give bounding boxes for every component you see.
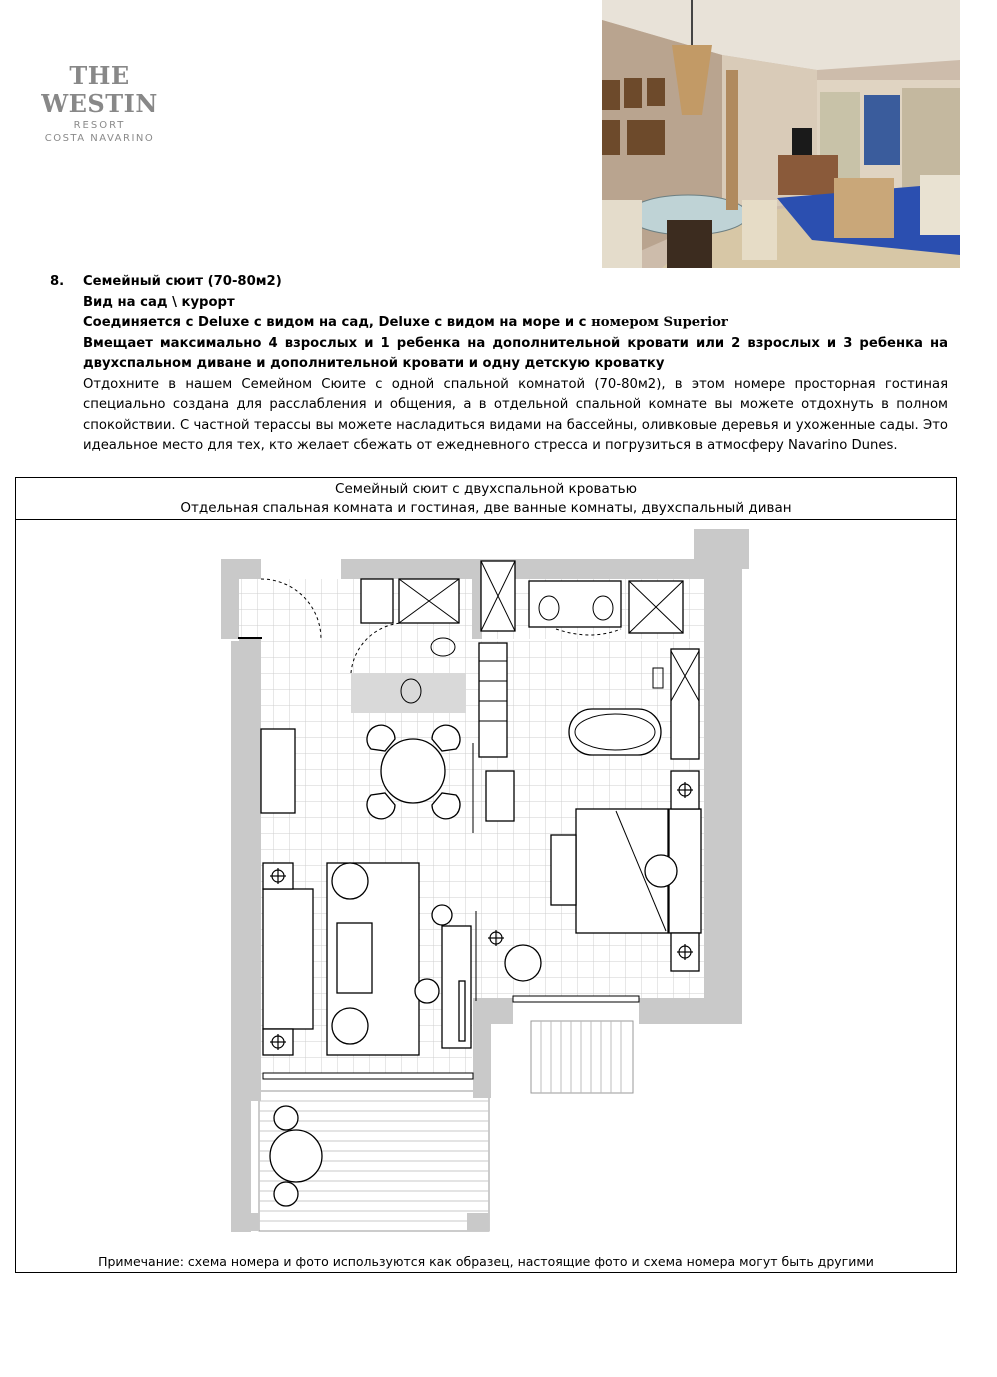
suite-view: Вид на сад \ курорт bbox=[83, 294, 235, 310]
suite-capacity: Вмещает максимально 4 взрослых и 1 ребенка на дополнительной кровати или 2 взрослых и 3 ребенка на двухспальном диване и дополнительной кровати и одну детскую кроватку bbox=[83, 335, 948, 371]
floor-plan-box bbox=[15, 477, 957, 1273]
suite-title: Семейный сюит (70-80м2) bbox=[83, 274, 282, 289]
section-number: 8. bbox=[50, 274, 65, 289]
floor-plan-header bbox=[16, 478, 956, 520]
connections-text: Соединяется с Deluxe с видом на сад, Deluxe с видом на море и с bbox=[83, 315, 592, 330]
floor-plan-drawing bbox=[16, 520, 956, 1250]
room-photo bbox=[602, 0, 960, 268]
plan-note: Примечание: схема номера и фото используются как образец, настоящие фото и схема номера могут быть другими bbox=[98, 1254, 874, 1269]
logo-resort: RESORT bbox=[73, 120, 126, 131]
logo-location: COSTA NAVARINO bbox=[44, 133, 155, 144]
westin-logo bbox=[22, 62, 177, 144]
suite-description: Отдохните в нашем Семейном Сюите с одной спальной комнатой (70-80м2), в этом номере просторная гостиная специально создана для расслабления и общения, а в отдельной спальной комнате вы можете отдохнуть в полном спокойствии. С частной терассы вы можете насладиться видами на бассейны, оливковые деревья и ухоженные сады. Это идеальное место для тех, кто желает сбежать от ежедневного стресса и погрузиться в атмосферу Navarino Dunes. bbox=[83, 376, 948, 453]
family-suite-section bbox=[50, 272, 948, 457]
plan-title: Семейный сюит с двухспальной кроватью bbox=[335, 481, 637, 497]
room-interior-photo bbox=[602, 0, 960, 268]
suite-connections bbox=[83, 313, 948, 334]
connections-superior: номером Superior bbox=[591, 315, 728, 330]
logo-wordmark: THE WESTIN bbox=[41, 61, 158, 118]
plan-subtitle: Отдельная спальная комната и гостиная, две ванные комнаты, двухспальный диван bbox=[180, 500, 792, 516]
